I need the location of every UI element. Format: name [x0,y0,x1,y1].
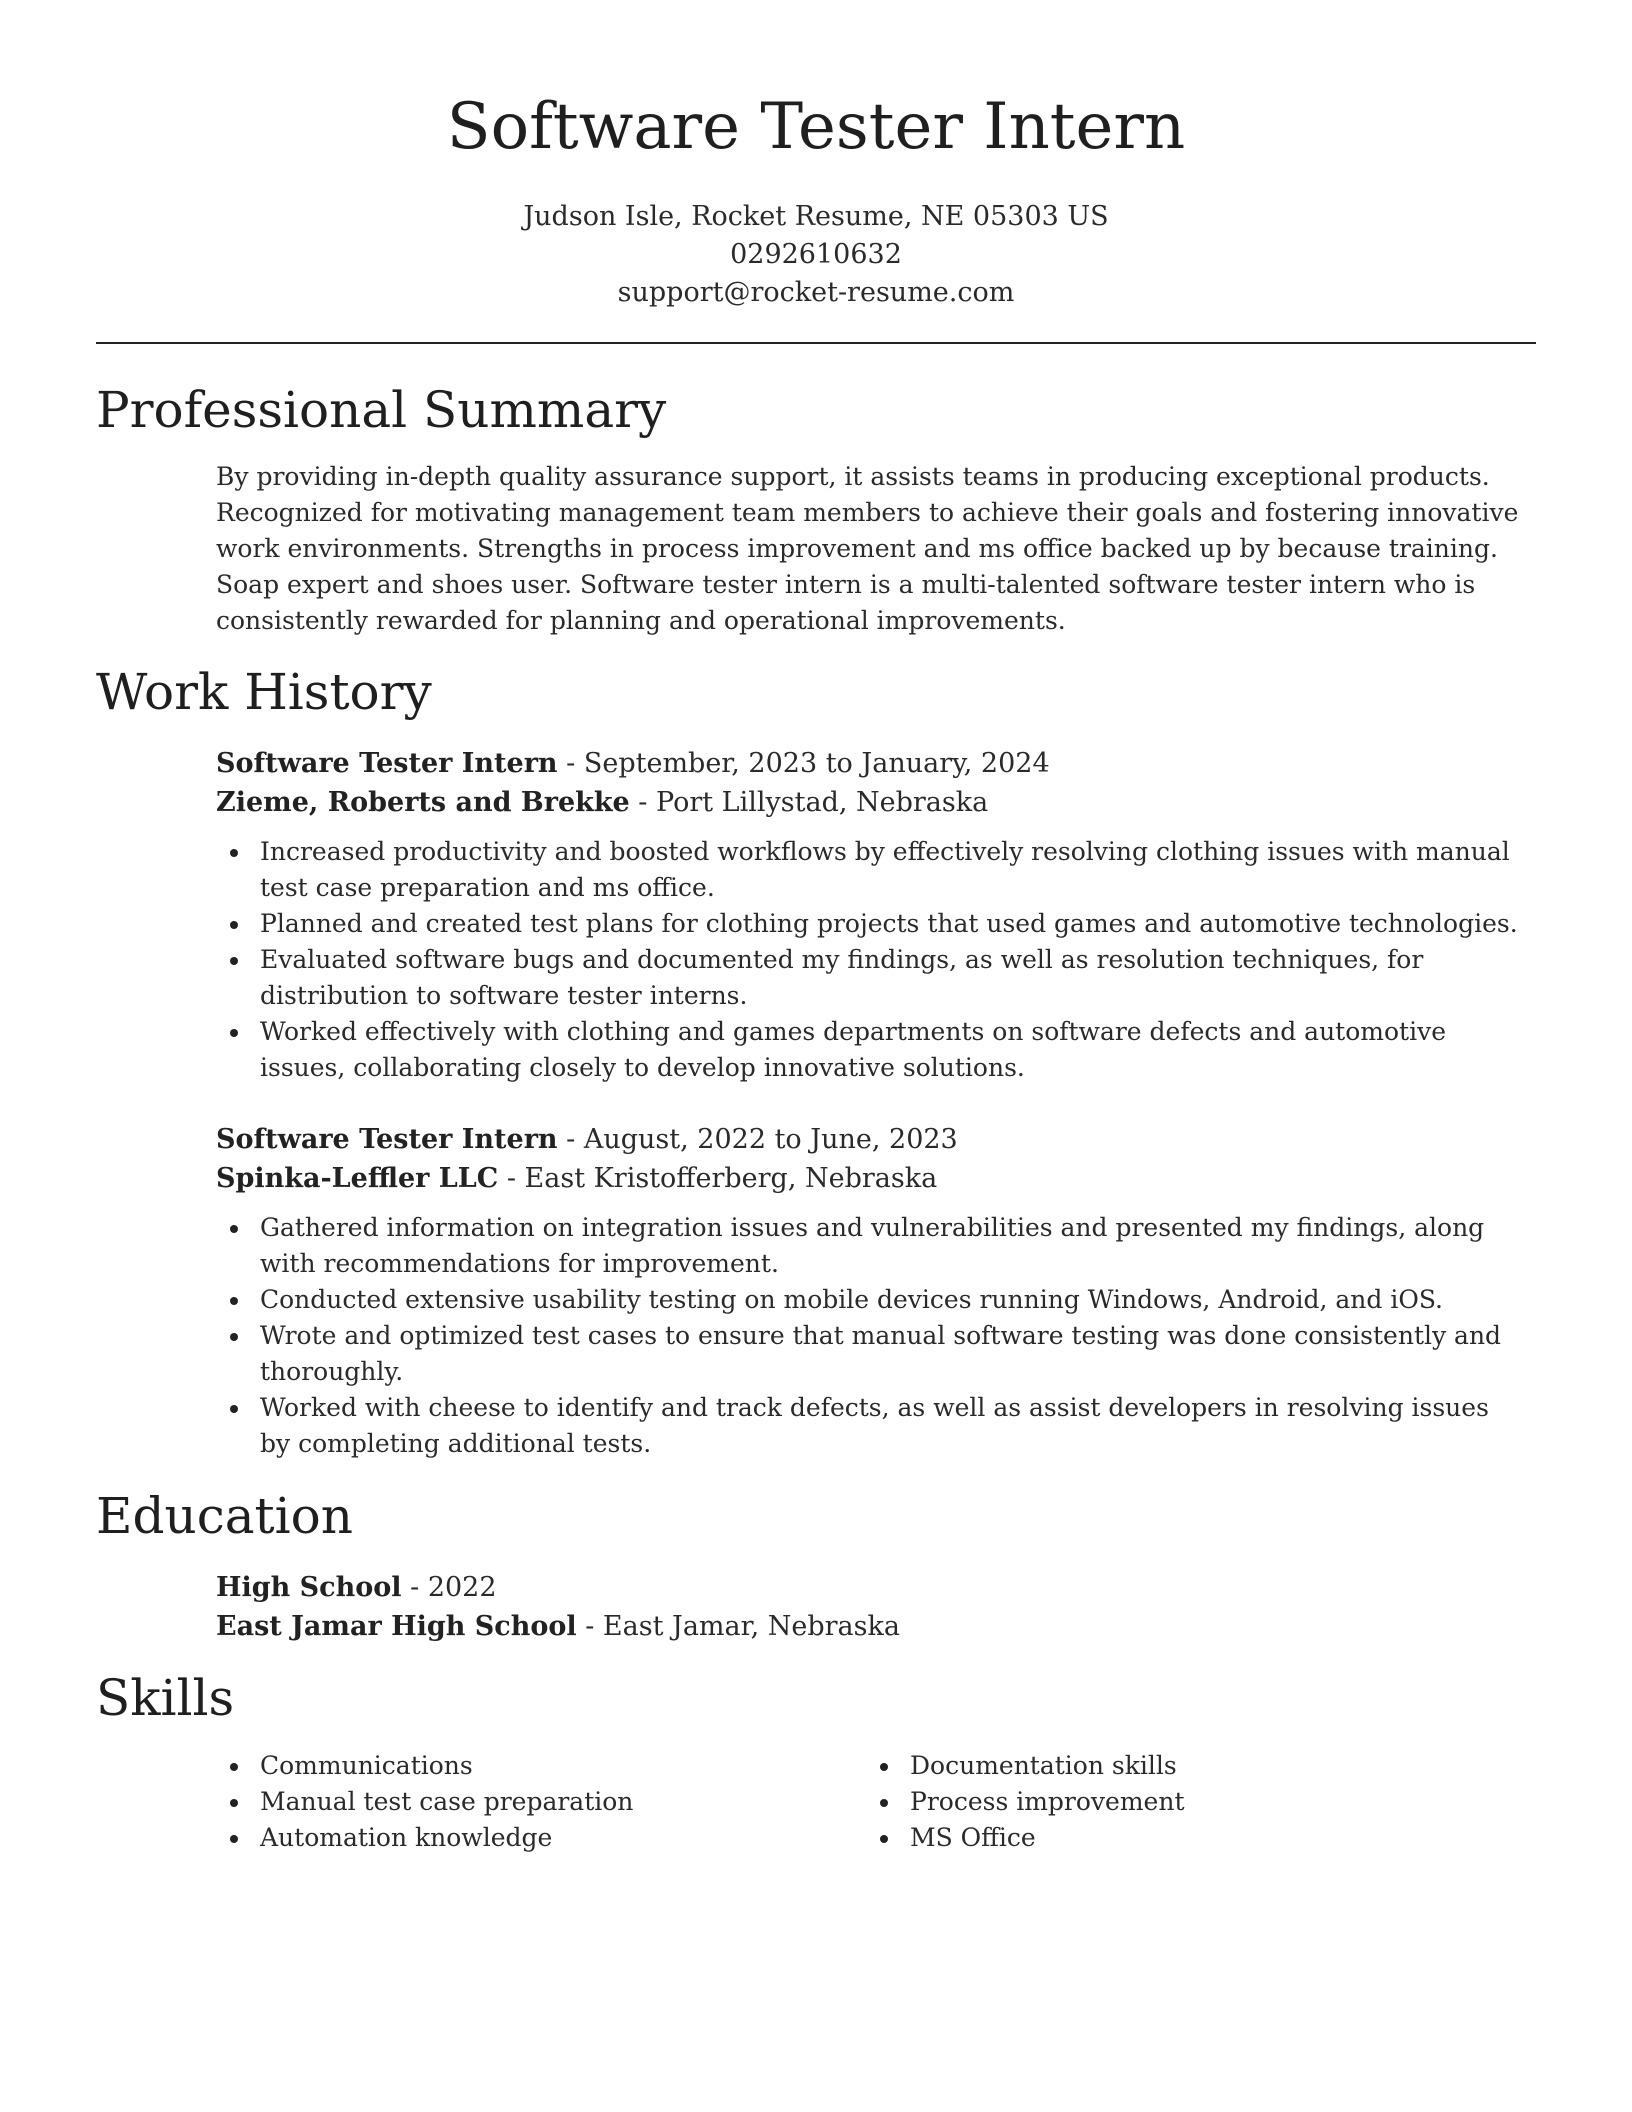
contact-email: support@rocket-resume.com [617,277,1015,308]
job-company-line [216,783,1526,822]
job-company: Zieme, Roberts and Brekke [216,787,630,818]
resume-header [0,0,1632,312]
job-dates: - August, 2022 to June, 2023 [557,1124,958,1155]
list-item: Planned and created test plans for clothing projects that used games and automotive technologies. [260,906,1526,942]
summary-block [216,459,1526,639]
list-item: Evaluated software bugs and documented my findings, as well as resolution techniques, for distribution to software tester interns. [260,942,1526,1014]
list-item: Increased productivity and boosted workflows by effectively resolving clothing issues with manual test case preparation and ms office. [260,834,1526,906]
skills-column-right [866,1748,1516,1856]
skills-column-left [216,1748,866,1856]
list-item: Manual test case preparation [260,1784,866,1820]
candidate-name: Software Tester Intern [446,90,1186,164]
job-title-line [216,1120,1526,1159]
section-title-summary: Professional Summary [96,381,667,439]
list-item: Communications [260,1748,866,1784]
education-degree: High School [216,1572,402,1603]
list-item: Documentation skills [910,1748,1516,1784]
contact-address: Judson Isle, Rocket Resume, NE 05303 US [523,201,1109,232]
section-title-education: Education [96,1487,353,1545]
education-year: - 2022 [401,1572,497,1603]
list-item: Gathered information on integration issues and vulnerabilities and presented my findings, along with recommendations for improvement. [260,1210,1526,1282]
job-role: Software Tester Intern [216,748,558,779]
education-entry [216,1568,1526,1646]
job-role: Software Tester Intern [216,1124,558,1155]
contact-phone: 0292610632 [730,239,902,270]
job-dates: - September, 2023 to January, 2024 [557,748,1050,779]
list-item: MS Office [910,1820,1516,1856]
skills-grid [216,1748,1526,1856]
job-entry [216,1120,1526,1462]
list-item: Worked with cheese to identify and track defects, as well as assist developers in resolving issues by completing additional tests. [260,1390,1526,1462]
section-title-work-history: Work History [96,663,432,721]
summary-text: By providing in-depth quality assurance support, it assists teams in producing exceptional products. Recognized for motivating management team members to achieve their goals and fostering innovative work environments. Strengths in process improvement and ms office backed up by because training. Soap expert and shoes user. Software tester intern is a multi-talented software tester intern who is consistently rewarded for planning and operational improvements. [216,462,1519,635]
list-item: Automation knowledge [260,1820,866,1856]
job-location: - East Kristofferberg, Nebraska [498,1163,938,1194]
education-school-line [216,1607,1526,1646]
skills-block [216,1748,1526,1856]
skills-list [866,1748,1516,1856]
skills-list [216,1748,866,1856]
job-location: - Port Lillystad, Nebraska [629,787,989,818]
education-school: East Jamar High School [216,1611,577,1642]
job-bullets [216,834,1526,1086]
list-item: Conducted extensive usability testing on mobile devices running Windows, Android, and iOS. [260,1282,1526,1318]
section-title-skills: Skills [96,1669,235,1727]
contact-info [0,198,1632,312]
job-entry [216,744,1526,1086]
job-company-line [216,1159,1526,1198]
list-item: Process improvement [910,1784,1516,1820]
header-divider [96,342,1536,344]
job-company: Spinka-Leffler LLC [216,1163,499,1194]
job-title-line [216,744,1526,783]
list-item: Wrote and optimized test cases to ensure that manual software testing was done consistently and thoroughly. [260,1318,1526,1390]
job-bullets [216,1210,1526,1462]
list-item: Worked effectively with clothing and games departments on software defects and automotive issues, collaborating closely to develop innovative solutions. [260,1014,1526,1086]
education-degree-line [216,1568,1526,1607]
education-location: - East Jamar, Nebraska [576,1611,900,1642]
